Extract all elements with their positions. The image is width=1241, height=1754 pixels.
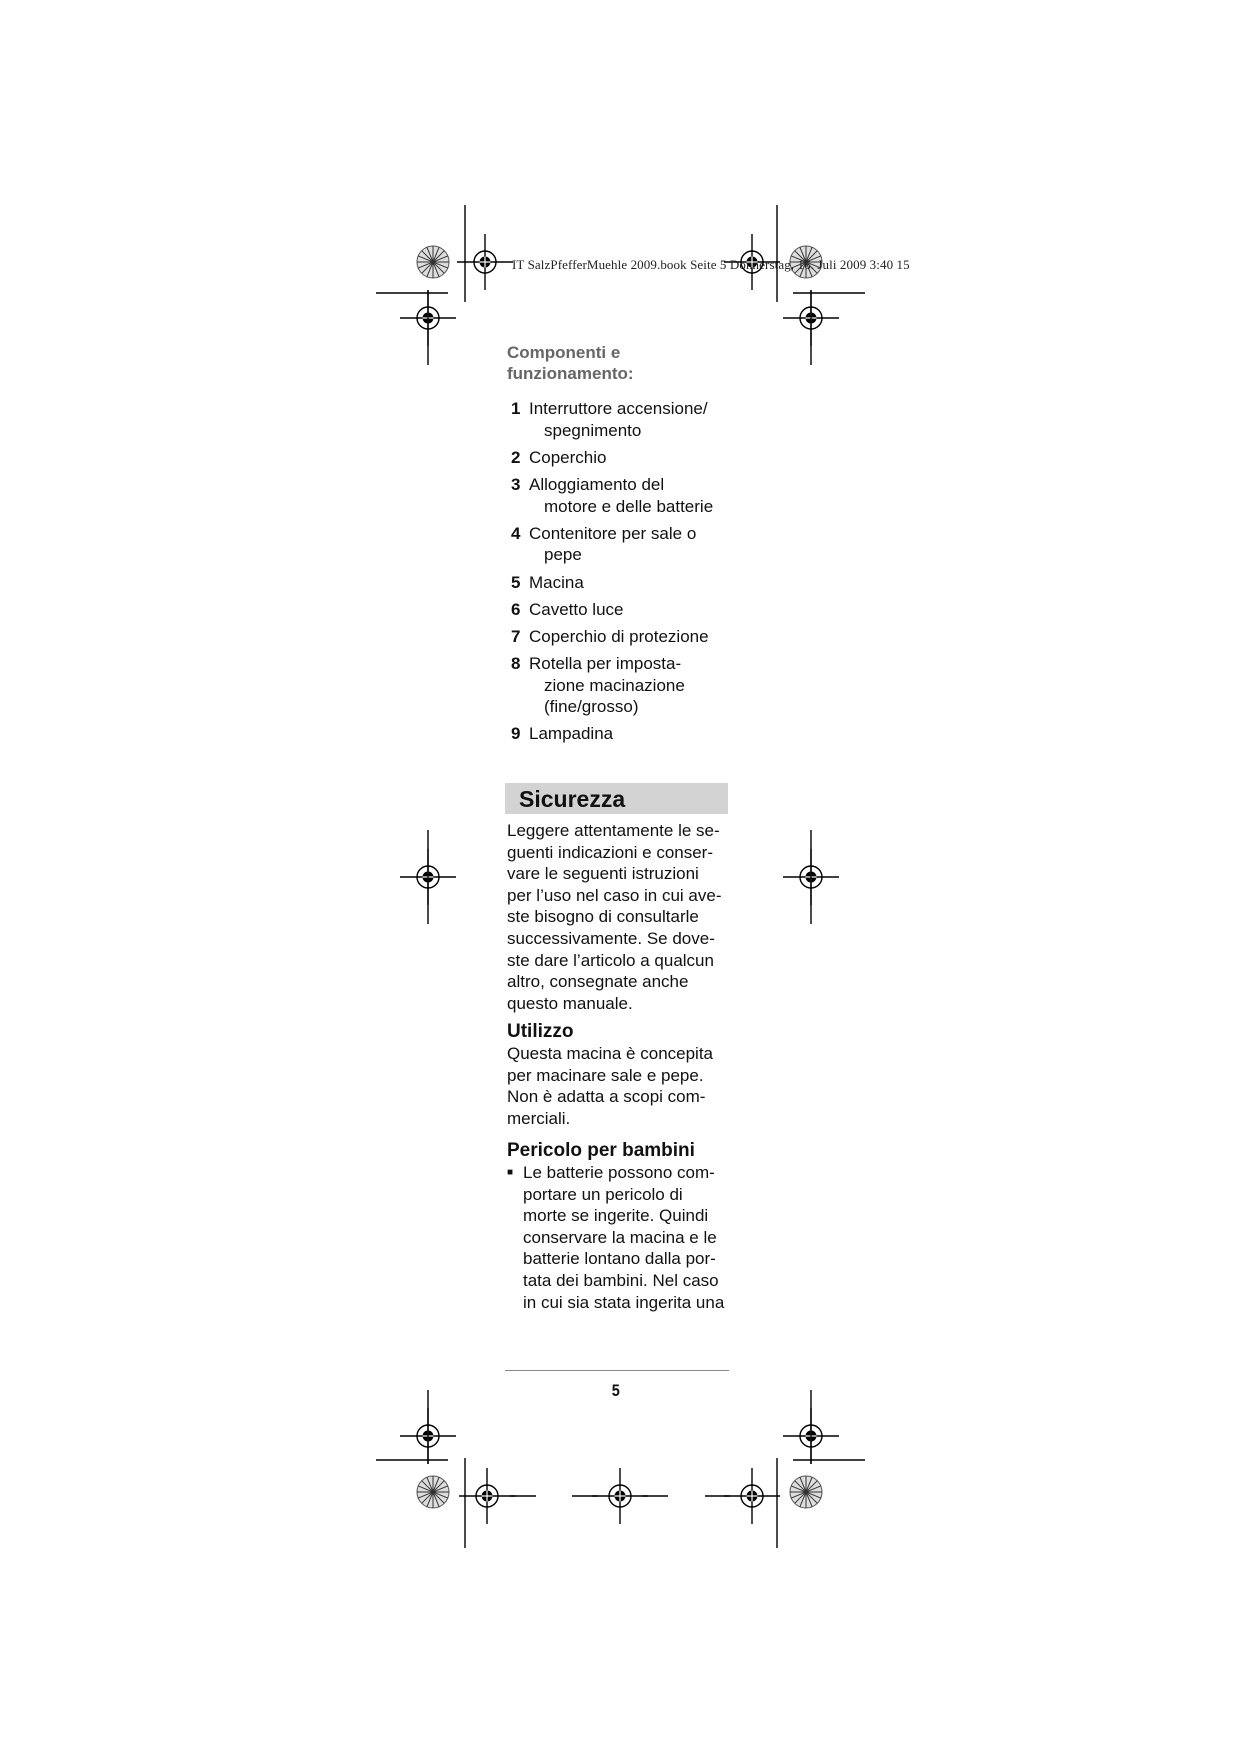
components-heading-line2: funzionamento: bbox=[507, 364, 634, 383]
safety-heading: Sicurezza bbox=[519, 786, 626, 812]
use-paragraph bbox=[507, 1043, 729, 1129]
text-line: successivamente. Se dove- bbox=[507, 928, 715, 948]
item-text: Coperchio bbox=[529, 447, 607, 467]
text-line: ste bisogno di consultarle bbox=[507, 907, 699, 927]
item-text: Lampadina bbox=[529, 724, 614, 744]
item-number: 5 bbox=[511, 572, 521, 592]
components-heading bbox=[507, 342, 729, 384]
item-text: spegnimento bbox=[544, 420, 642, 440]
item-number: 3 bbox=[511, 474, 521, 494]
text-line: ste dare l’articolo a qualcun bbox=[507, 950, 714, 970]
item-text: Contenitore per sale o bbox=[529, 523, 697, 543]
print-slug: IT SalzPfefferMuehle 2009.book Seite 5 Donnerstag, 16. Juli 2009 3:40 15 bbox=[512, 257, 910, 272]
item-text: Interruttore accensione/ bbox=[529, 399, 708, 418]
text-line: Non è adatta a scopi com- bbox=[507, 1087, 706, 1107]
text-line: in cui sia stata ingerita una bbox=[523, 1292, 725, 1312]
list-item bbox=[507, 474, 729, 517]
list-item bbox=[507, 523, 729, 566]
use-heading: Utilizzo bbox=[507, 1021, 574, 1042]
text-line: Questa macina è concepita bbox=[507, 1044, 714, 1063]
item-number: 8 bbox=[511, 654, 521, 674]
components-list bbox=[507, 398, 729, 751]
children-danger-heading: Pericolo per bambini bbox=[507, 1140, 695, 1161]
item-number: 7 bbox=[511, 626, 521, 646]
text-line: portare un pericolo di bbox=[523, 1184, 683, 1204]
text-line: vare le seguenti istruzioni bbox=[507, 864, 699, 884]
item-text: zione macinazione bbox=[544, 675, 685, 695]
text-line: conservare la macina e le bbox=[523, 1227, 717, 1247]
item-text: pepe bbox=[544, 545, 582, 565]
safety-intro bbox=[507, 820, 729, 1014]
text-line: merciali. bbox=[507, 1108, 571, 1128]
list-item bbox=[507, 572, 729, 594]
text-line: per l’uso nel caso in cui ave- bbox=[507, 885, 722, 905]
list-item bbox=[507, 653, 729, 718]
list-item bbox=[507, 723, 729, 745]
item-number: 1 bbox=[511, 399, 521, 418]
list-item bbox=[507, 398, 729, 441]
bullet-square-icon: ■ bbox=[507, 1167, 514, 1178]
text-line: Leggere attentamente le se- bbox=[507, 821, 720, 840]
item-text: (fine/grosso) bbox=[544, 697, 639, 717]
text-line: altro, consegnate anche bbox=[507, 972, 689, 992]
list-item bbox=[507, 447, 729, 469]
text-line: per macinare sale e pepe. bbox=[507, 1065, 704, 1085]
item-number: 2 bbox=[511, 447, 521, 467]
item-number: 4 bbox=[511, 523, 521, 543]
item-text: motore e delle batterie bbox=[544, 496, 714, 516]
item-text: Cavetto luce bbox=[529, 599, 624, 619]
item-text: Alloggiamento del bbox=[529, 474, 665, 494]
item-text: Coperchio di protezione bbox=[529, 626, 709, 646]
item-number: 9 bbox=[511, 724, 521, 744]
components-heading-line1: Componenti e bbox=[507, 343, 621, 362]
text-line: questo manuale. bbox=[507, 993, 633, 1013]
item-text: Macina bbox=[529, 572, 584, 592]
list-item bbox=[507, 599, 729, 621]
children-danger-bullet bbox=[507, 1162, 729, 1313]
text-line: guenti indicazioni e conser- bbox=[507, 842, 714, 862]
text-line: morte se ingerite. Quindi bbox=[523, 1206, 709, 1226]
text-line: Le batterie possono com- bbox=[523, 1163, 715, 1182]
text-line: tata dei bambini. Nel caso bbox=[523, 1270, 719, 1290]
item-number: 6 bbox=[511, 599, 521, 619]
list-item bbox=[507, 626, 729, 648]
page-number: 5 bbox=[611, 1381, 620, 1400]
item-text: Rotella per imposta- bbox=[529, 654, 682, 674]
footer-rule bbox=[505, 1370, 729, 1371]
text-line: batterie lontano dalla por- bbox=[523, 1249, 716, 1269]
